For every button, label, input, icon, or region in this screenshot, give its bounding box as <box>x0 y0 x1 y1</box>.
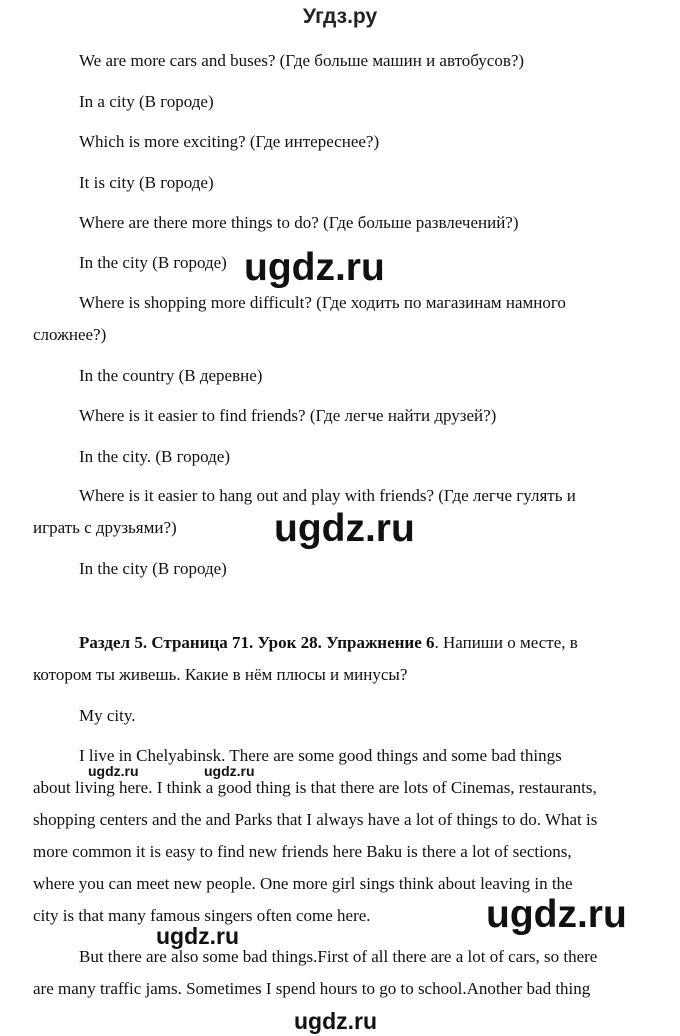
watermark: ugdz.ru <box>156 923 240 949</box>
qa-line: Where is it easier to hang out and play with friends? (Где легче гулять и <box>79 486 576 505</box>
qa-line: In a city (В городе) <box>79 92 214 111</box>
essay-title: My city. <box>79 706 136 725</box>
qa-line: We are more cars and buses? (Где больше машин и автобусов?) <box>79 51 525 70</box>
essay-line: shopping centers and the and Parks that I always have a lot of things to do. What is <box>33 810 598 829</box>
qa-line: In the city (В городе) <box>79 253 227 272</box>
qa-line: Where are there more things to do? (Где больше развлечений?) <box>79 213 519 232</box>
essay-line: But there are also some bad things.First of all there are a lot of cars, so there <box>79 947 598 966</box>
task-heading-cont: котором ты живешь. Какие в нём плюсы и минусы? <box>33 665 408 684</box>
watermark: ugdz.ru <box>486 893 627 936</box>
qa-line: In the city (В городе) <box>79 559 227 578</box>
essay-line: more common it is easy to find new friends here Baku is there a lot of sections, <box>33 842 572 861</box>
watermark: ugdz.ru <box>244 246 385 289</box>
watermark: ugdz.ru <box>88 763 139 779</box>
qa-line: Which is more exciting? (Где интереснее?) <box>79 132 380 151</box>
watermark: ugdz.ru <box>294 1008 378 1034</box>
essay-line: are many traffic jams. Sometimes I spend hours to go to school.Another bad thing <box>33 979 591 998</box>
essay-line: about living here. I think a good thing is that there are lots of Cinemas, restaurants, <box>33 778 597 797</box>
essay-line: where you can meet new people. One more girl sings think about leaving in the <box>33 874 573 893</box>
qa-line: Where is shopping more difficult? (Где ходить по магазинам намного <box>79 293 566 312</box>
task-heading-rest: . Напиши о месте, в <box>434 633 578 652</box>
essay-line: city is that many famous singers often come here. <box>33 906 371 925</box>
essay-line: I live in Chelyabinsk. There are some good things and some bad things <box>79 746 562 765</box>
site-header <box>0 0 680 38</box>
site-title: Угдз.ру <box>302 5 378 28</box>
task-heading-bold: Раздел 5. Страница 71. Урок 28. Упражнение 6 <box>79 633 435 652</box>
qa-line: In the country (В деревне) <box>79 366 263 385</box>
watermark: ugdz.ru <box>274 507 415 550</box>
qa-line: играть с друзьями?) <box>33 518 177 537</box>
qa-line: сложнее?) <box>33 325 107 344</box>
task-heading <box>79 632 578 654</box>
watermark: ugdz.ru <box>204 763 255 779</box>
qa-line: In the city. (В городе) <box>79 447 230 466</box>
qa-line: Where is it easier to find friends? (Где легче найти друзей?) <box>79 406 497 425</box>
qa-line: It is city (В городе) <box>79 173 214 192</box>
